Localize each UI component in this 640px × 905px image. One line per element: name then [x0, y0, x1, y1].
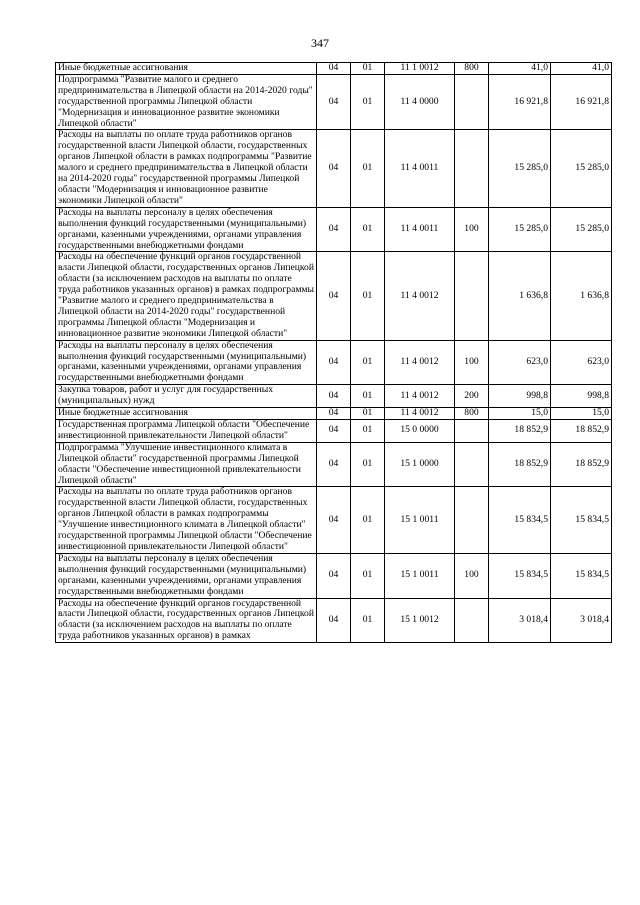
- section-code: 04: [317, 63, 351, 75]
- row-description: Подпрограмма "Развитие малого и среднего предпринимательства в Липецкой области на 2014-2020 годы" государственной программы Липецкой области "Модернизация и инновационное развитие экономики Липецкой области": [56, 74, 317, 130]
- expense-type-code: 200: [455, 385, 489, 408]
- target-article-code: 11 4 0012: [385, 340, 455, 385]
- expense-type-code: [455, 130, 489, 207]
- subsection-code: 01: [351, 420, 385, 443]
- amount-2: 16 921,8: [551, 74, 612, 130]
- subsection-code: 01: [351, 598, 385, 643]
- target-article-code: 11 4 0011: [385, 207, 455, 252]
- row-description: Закупка товаров, работ и услуг для государственных (муниципальных) нужд: [56, 385, 317, 408]
- amount-2: 15 285,0: [551, 130, 612, 207]
- expense-type-code: 800: [455, 63, 489, 75]
- subsection-code: 01: [351, 553, 385, 598]
- expense-type-code: 100: [455, 340, 489, 385]
- section-code: 04: [317, 340, 351, 385]
- table-row: [56, 598, 612, 643]
- amount-1: 15 285,0: [489, 207, 551, 252]
- subsection-code: 01: [351, 207, 385, 252]
- section-code: 04: [317, 74, 351, 130]
- row-description: Государственная программа Липецкой области "Обеспечение инвестиционной привлекательности Липецкой области": [56, 420, 317, 443]
- section-code: 04: [317, 207, 351, 252]
- subsection-code: 01: [351, 74, 385, 130]
- expense-type-code: 100: [455, 207, 489, 252]
- amount-1: 998,8: [489, 385, 551, 408]
- table-row: [56, 130, 612, 207]
- section-code: 04: [317, 442, 351, 487]
- section-code: 04: [317, 385, 351, 408]
- expense-type-code: [455, 420, 489, 443]
- target-article-code: 15 1 0011: [385, 487, 455, 553]
- row-description: Расходы на выплаты персоналу в целях обеспечения выполнения функций государственными (муниципальными) органами, казенными учреждениями, органами управления государственными внебюджетными фондами: [56, 207, 317, 252]
- subsection-code: 01: [351, 408, 385, 420]
- table-row: [56, 442, 612, 487]
- row-description: Расходы на выплаты персоналу в целях обеспечения выполнения функций государственными (муниципальными) органами, казенными учреждениями, органами управления государственными внебюджетными фондами: [56, 553, 317, 598]
- amount-2: 3 018,4: [551, 598, 612, 643]
- target-article-code: 15 1 0012: [385, 598, 455, 643]
- amount-2: 623,0: [551, 340, 612, 385]
- amount-1: 18 852,9: [489, 442, 551, 487]
- table-row: [56, 74, 612, 130]
- amount-2: 15 834,5: [551, 487, 612, 553]
- amount-2: 998,8: [551, 385, 612, 408]
- amount-1: 16 921,8: [489, 74, 551, 130]
- target-article-code: 11 4 0012: [385, 385, 455, 408]
- subsection-code: 01: [351, 130, 385, 207]
- subsection-code: 01: [351, 442, 385, 487]
- table-row: [56, 385, 612, 408]
- subsection-code: 01: [351, 487, 385, 553]
- section-code: 04: [317, 598, 351, 643]
- expense-type-code: [455, 252, 489, 340]
- target-article-code: 11 1 0012: [385, 63, 455, 75]
- target-article-code: 11 4 0011: [385, 130, 455, 207]
- expense-type-code: [455, 598, 489, 643]
- target-article-code: 15 0 0000: [385, 420, 455, 443]
- budget-table: [55, 62, 612, 643]
- row-description: Расходы на обеспечение функций органов государственной власти Липецкой области, государственных органов Липецкой области (за исключением расходов на выплаты по оплате труда работников указанных органов) в рамках подпрограммы "Развитие малого и среднего предпринимательства в Липецкой области на 2014-2020 годы" государственной программы Липецкой области "Модернизация и инновационное развитие экономики Липецкой области": [56, 252, 317, 340]
- subsection-code: 01: [351, 63, 385, 75]
- subsection-code: 01: [351, 385, 385, 408]
- amount-2: 1 636,8: [551, 252, 612, 340]
- row-description: Расходы на выплаты по оплате труда работников органов государственной власти Липецкой области, государственных органов Липецкой области в рамках подпрограммы "Улучшение инвестиционного климата в Липецкой области" государственной программы Липецкой области "Обеспечение инвестиционной привлекательности Липецкой области": [56, 487, 317, 553]
- table-row: [56, 207, 612, 252]
- section-code: 04: [317, 408, 351, 420]
- table-row: [56, 553, 612, 598]
- amount-2: 41,0: [551, 63, 612, 75]
- section-code: 04: [317, 420, 351, 443]
- section-code: 04: [317, 252, 351, 340]
- amount-1: 18 852,9: [489, 420, 551, 443]
- table-row: [56, 252, 612, 340]
- table-row: [56, 63, 612, 75]
- section-code: 04: [317, 487, 351, 553]
- row-description: Иные бюджетные ассигнования: [56, 63, 317, 75]
- row-description: Расходы на выплаты персоналу в целях обеспечения выполнения функций государственными (муниципальными) органами, казенными учреждениями, органами управления государственными внебюджетными фондами: [56, 340, 317, 385]
- target-article-code: 11 4 0000: [385, 74, 455, 130]
- target-article-code: 11 4 0012: [385, 408, 455, 420]
- table-row: [56, 408, 612, 420]
- row-description: Подпрограмма "Улучшение инвестиционного климата в Липецкой области" государственной программы Липецкой области "Обеспечение инвестиционной привлекательности Липецкой области": [56, 442, 317, 487]
- row-description: Расходы на выплаты по оплате труда работников органов государственной власти Липецкой области, государственных органов Липецкой области в рамках подпрограммы "Развитие малого и среднего предпринимательства в Липецкой области на 2014-2020 годы" государственной программы Липецкой области "Модернизация и инновационное развитие экономики Липецкой области": [56, 130, 317, 207]
- table-row: [56, 487, 612, 553]
- amount-2: 15 834,5: [551, 553, 612, 598]
- subsection-code: 01: [351, 340, 385, 385]
- table-body: [56, 63, 612, 643]
- amount-1: 15,0: [489, 408, 551, 420]
- amount-1: 623,0: [489, 340, 551, 385]
- page-number: 347: [311, 36, 329, 50]
- amount-1: 15 834,5: [489, 553, 551, 598]
- subsection-code: 01: [351, 252, 385, 340]
- row-description: Иные бюджетные ассигнования: [56, 408, 317, 420]
- amount-2: 18 852,9: [551, 442, 612, 487]
- target-article-code: 11 4 0012: [385, 252, 455, 340]
- target-article-code: 15 1 0011: [385, 553, 455, 598]
- row-description: Расходы на обеспечение функций органов государственной власти Липецкой области, государственных органов Липецкой области (за исключением расходов на выплаты по оплате труда работников указанных органов) в рамках: [56, 598, 317, 643]
- section-code: 04: [317, 553, 351, 598]
- target-article-code: 15 1 0000: [385, 442, 455, 487]
- section-code: 04: [317, 130, 351, 207]
- amount-2: 15 285,0: [551, 207, 612, 252]
- expense-type-code: 800: [455, 408, 489, 420]
- amount-1: 41,0: [489, 63, 551, 75]
- expense-type-code: 100: [455, 553, 489, 598]
- table-row: [56, 420, 612, 443]
- expense-type-code: [455, 74, 489, 130]
- expense-type-code: [455, 442, 489, 487]
- amount-1: 15 834,5: [489, 487, 551, 553]
- amount-2: 18 852,9: [551, 420, 612, 443]
- table-row: [56, 340, 612, 385]
- amount-1: 1 636,8: [489, 252, 551, 340]
- amount-1: 15 285,0: [489, 130, 551, 207]
- amount-1: 3 018,4: [489, 598, 551, 643]
- expense-type-code: [455, 487, 489, 553]
- amount-2: 15,0: [551, 408, 612, 420]
